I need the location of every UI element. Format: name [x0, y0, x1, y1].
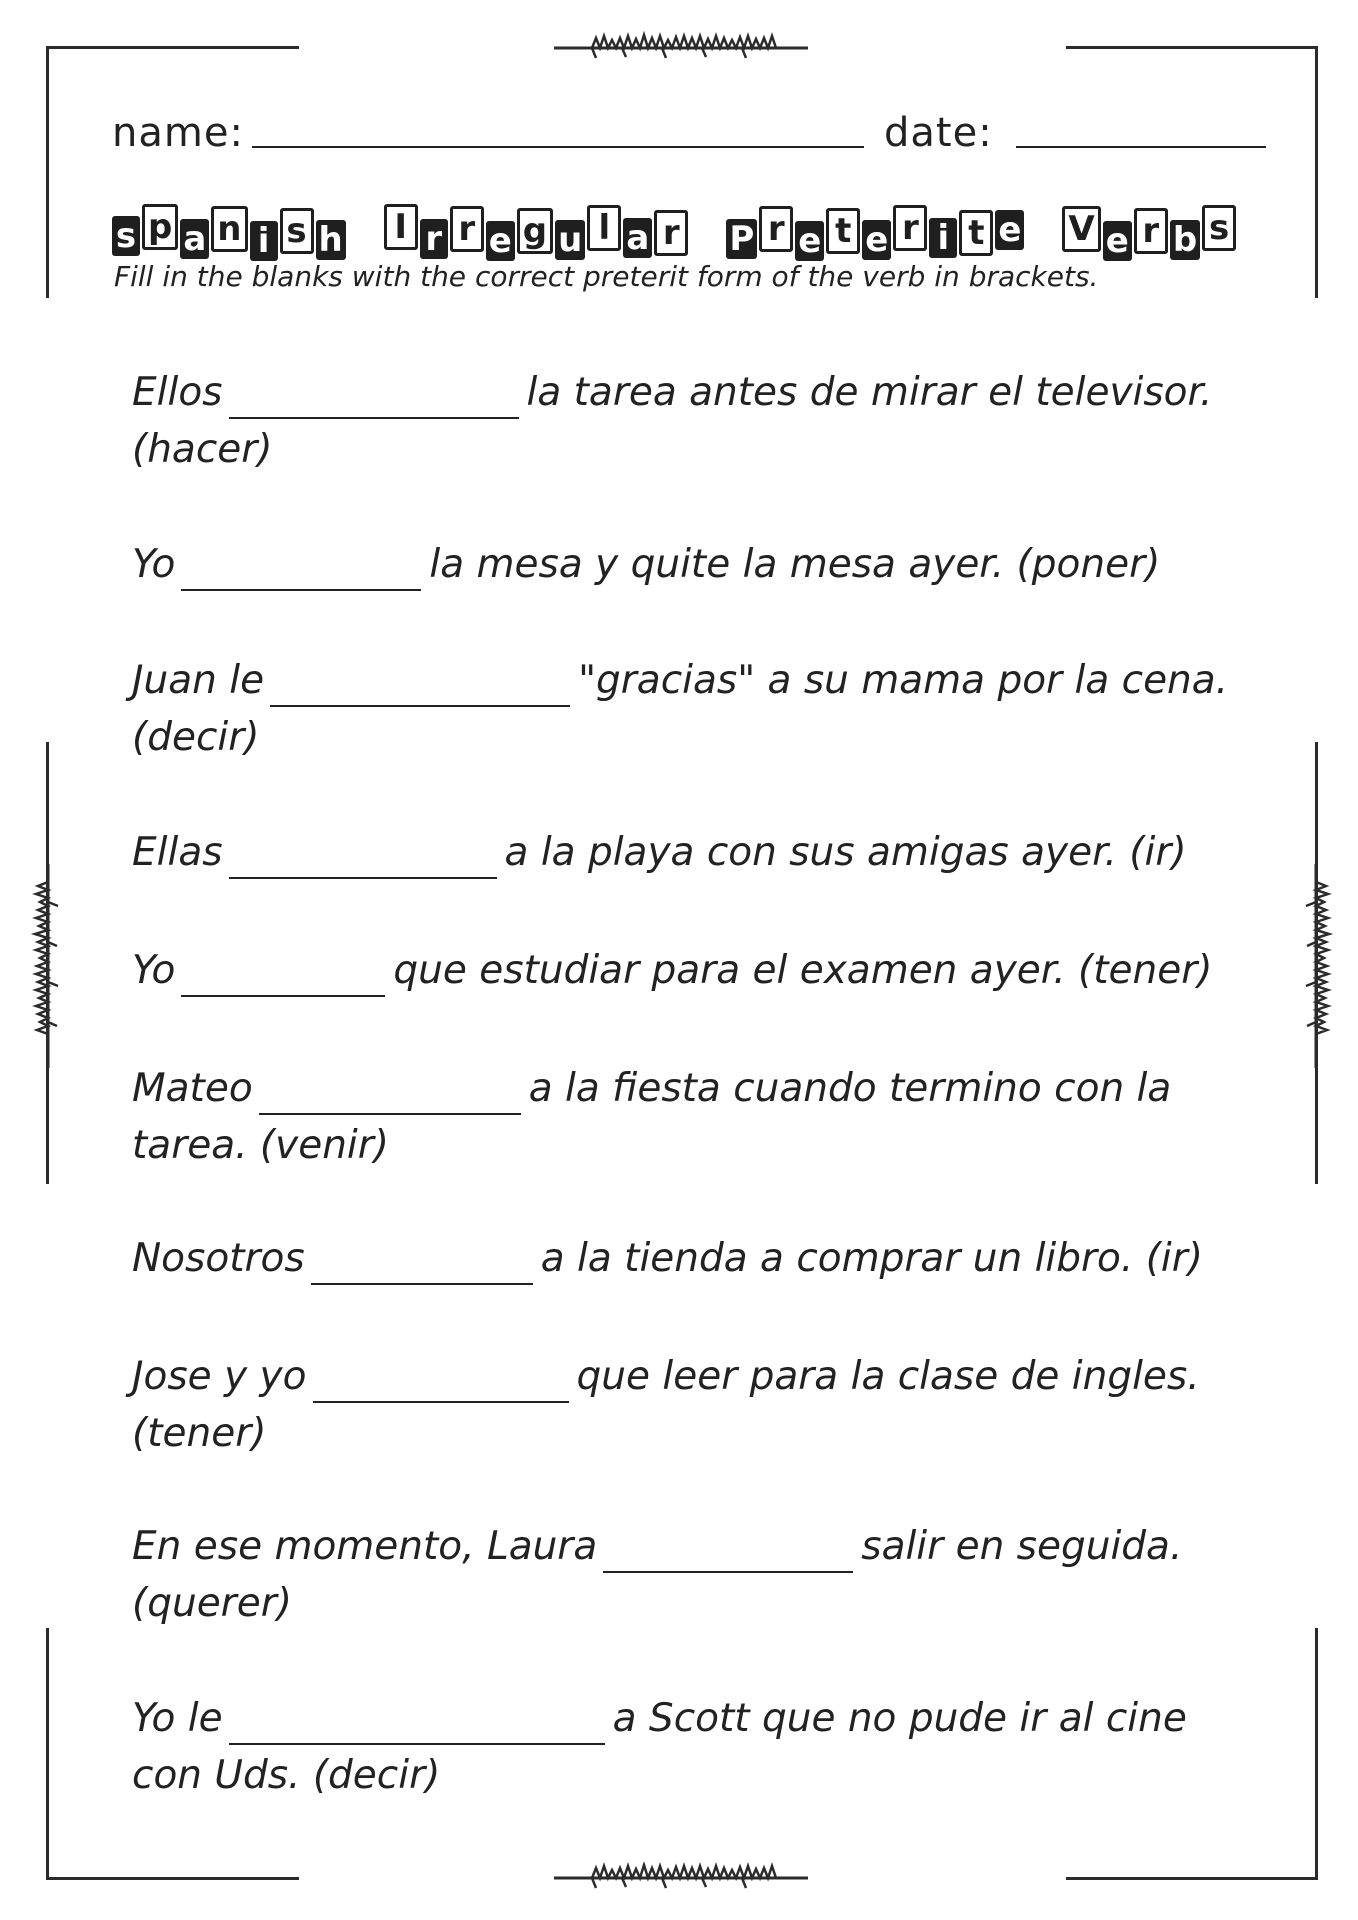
frame-left-top [46, 46, 49, 298]
question-text-after: salir en seguida. [861, 1524, 1183, 1569]
question-text-before: Ellos [132, 370, 223, 415]
question-text-after: "gracias" a su mama por la cena. [578, 658, 1229, 703]
frame-left-bottom [46, 1628, 49, 1880]
title-letter: e [1103, 221, 1132, 261]
answer-blank[interactable] [259, 1069, 521, 1115]
question-8 [132, 1348, 1282, 1462]
title-letter: a [623, 218, 652, 258]
question-2 [132, 536, 1282, 593]
question-text-after: a Scott que no pude ir al cine [612, 1696, 1187, 1741]
question-6 [132, 1060, 1282, 1174]
answer-blank[interactable] [313, 1357, 569, 1403]
title-letter: I [384, 204, 418, 250]
instructions: Fill in the blanks with the correct preterit form of the verb in brackets. [114, 260, 1099, 293]
question-text-before: Mateo [132, 1066, 253, 1111]
vine-ornament-top [552, 28, 810, 64]
question-text-after: a la tienda a comprar un libro. (ir) [540, 1236, 1204, 1281]
title-letter: i [250, 221, 278, 261]
question-5 [132, 942, 1282, 999]
title-letter: i [929, 218, 957, 258]
question-4 [132, 824, 1282, 881]
title-letter: P [726, 219, 757, 259]
title-letter: r [450, 206, 484, 252]
title-letter: r [654, 210, 688, 256]
question-text-before: Jose y yo [132, 1354, 307, 1399]
question-text-line2: (hacer) [132, 427, 273, 472]
title-letter: g [517, 208, 553, 254]
question-1 [132, 364, 1282, 478]
title-letter: r [893, 205, 927, 251]
title-word [1062, 208, 1238, 261]
title-letter: l [587, 205, 621, 251]
vine-ornament-left [30, 862, 66, 1070]
question-7 [132, 1230, 1282, 1287]
title-word [726, 208, 1026, 261]
question-text-before: Yo [132, 948, 176, 993]
frame-right-bottom [1315, 1628, 1318, 1880]
question-text-after: la mesa y quite la mesa ayer. (poner) [429, 542, 1161, 587]
question-text-after: la tarea antes de mirar el televisor. [526, 370, 1213, 415]
answer-blank[interactable] [229, 373, 519, 419]
name-field[interactable] [252, 146, 864, 148]
answer-blank[interactable] [311, 1239, 533, 1285]
question-text-before: Yo [132, 542, 176, 587]
title-letter: a [180, 219, 209, 259]
title-letter: b [1170, 220, 1200, 260]
question-text-before: Nosotros [132, 1236, 305, 1281]
answer-blank[interactable] [181, 545, 421, 591]
question-text-before: Ellas [132, 830, 223, 875]
answer-blank[interactable] [603, 1527, 853, 1573]
question-text-line2: (decir) [132, 715, 260, 760]
question-10 [132, 1690, 1282, 1804]
date-label: date: [884, 110, 993, 156]
question-text-line2: (tener) [132, 1411, 267, 1456]
question-text-line2: con Uds. (decir) [132, 1753, 441, 1798]
frame-top-right [1066, 46, 1318, 49]
title-letter: s [112, 216, 140, 256]
title-letter: s [1202, 205, 1236, 251]
answer-blank[interactable] [181, 951, 385, 997]
vine-ornament-right [1298, 862, 1334, 1070]
question-text-before: Juan le [132, 658, 265, 703]
title-letter: e [795, 221, 824, 261]
answer-blank[interactable] [229, 833, 497, 879]
question-text-after: a la playa con sus amigas ayer. (ir) [504, 830, 1187, 875]
frame-right-top [1315, 46, 1318, 298]
title-letter: p [142, 204, 178, 250]
question-text-after: que estudiar para el examen ayer. (tener) [393, 948, 1213, 993]
title-letter: n [211, 206, 247, 252]
title-letter: V [1062, 206, 1100, 252]
name-label: name: [112, 110, 244, 156]
question-text-line2: (querer) [132, 1581, 292, 1626]
title-letter: r [1134, 208, 1168, 254]
question-text-after: a la fiesta cuando termino con la [528, 1066, 1172, 1111]
title-letter: s [280, 208, 314, 254]
title-letter: h [316, 220, 346, 260]
title-letter: e [486, 221, 515, 261]
answer-blank[interactable] [229, 1699, 605, 1745]
question-3 [132, 652, 1282, 766]
title-letter: t [826, 208, 860, 254]
question-9 [132, 1518, 1282, 1632]
title-letter: e [995, 210, 1024, 250]
frame-bottom-right [1066, 1877, 1318, 1880]
title-letter: e [862, 220, 891, 260]
question-text-before: En ese momento, Laura [132, 1524, 598, 1569]
frame-bottom-left [47, 1877, 299, 1880]
question-text-before: Yo le [132, 1696, 223, 1741]
title-letter: r [420, 219, 448, 259]
date-field[interactable] [1016, 146, 1266, 148]
question-text-line2: tarea. (venir) [132, 1123, 390, 1168]
frame-top-left [47, 46, 299, 49]
vine-ornament-bottom [552, 1862, 810, 1898]
worksheet-title [112, 196, 1262, 261]
title-letter: u [555, 220, 585, 260]
title-letter: r [759, 206, 793, 252]
question-text-after: que leer para la clase de ingles. [576, 1354, 1200, 1399]
title-letter: t [959, 210, 993, 256]
title-word [384, 207, 691, 261]
answer-blank[interactable] [270, 661, 570, 707]
title-word [112, 207, 348, 261]
